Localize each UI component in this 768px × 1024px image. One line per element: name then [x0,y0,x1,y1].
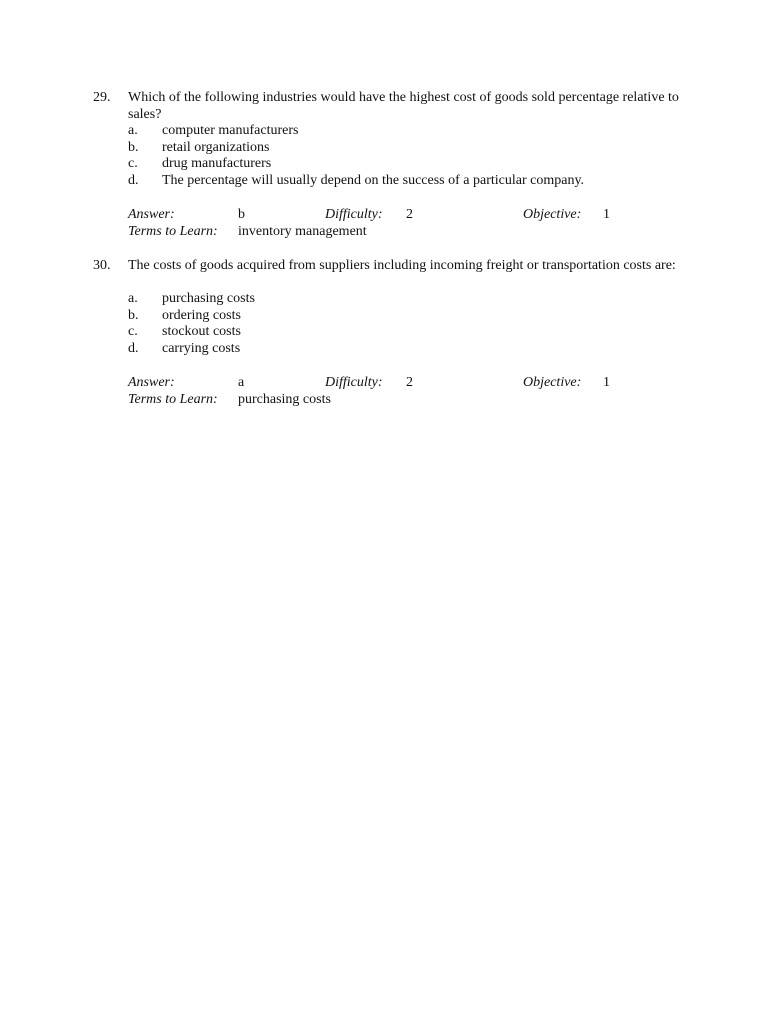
option-text: stockout costs [162,324,241,339]
option-text: ordering costs [162,308,241,323]
difficulty-value: 2 [406,207,413,222]
option-text: carrying costs [162,341,241,356]
option-letter: d. [128,173,139,188]
option-letter: b. [128,140,139,155]
option-text: drug manufacturers [162,156,272,171]
objective-value: 1 [603,375,610,390]
option-letter: a. [128,123,138,138]
option-text: computer manufacturers [162,123,299,138]
option-letter: c. [128,156,138,171]
difficulty-label: Difficulty: [325,207,383,222]
answer-label: Answer: [128,207,175,222]
option-letter: a. [128,291,138,306]
option-letter: d. [128,341,139,356]
terms-label: Terms to Learn: [128,224,218,239]
option-text: retail organizations [162,140,270,155]
question-number: 29. [93,90,111,105]
question-text: The costs of goods acquired from suppliers including incoming freight or transportation costs are: [128,258,676,273]
terms-label: Terms to Learn: [128,392,218,407]
difficulty-value: 2 [406,375,413,390]
option-letter: b. [128,308,139,323]
question-number: 30. [93,258,111,273]
objective-label: Objective: [523,375,582,390]
terms-value: purchasing costs [238,392,331,407]
answer-value: b [238,207,245,222]
answer-value: a [238,375,245,390]
difficulty-label: Difficulty: [325,375,383,390]
option-text: purchasing costs [162,291,255,306]
option-text: The percentage will usually depend on the success of a particular company. [162,173,585,188]
objective-label: Objective: [523,207,582,222]
answer-label: Answer: [128,375,175,390]
option-letter: c. [128,324,138,339]
question-text: Which of the following industries would have the highest cost of goods sold percentage relative to sales? [128,90,679,122]
objective-value: 1 [603,207,610,222]
terms-value: inventory management [238,224,367,239]
